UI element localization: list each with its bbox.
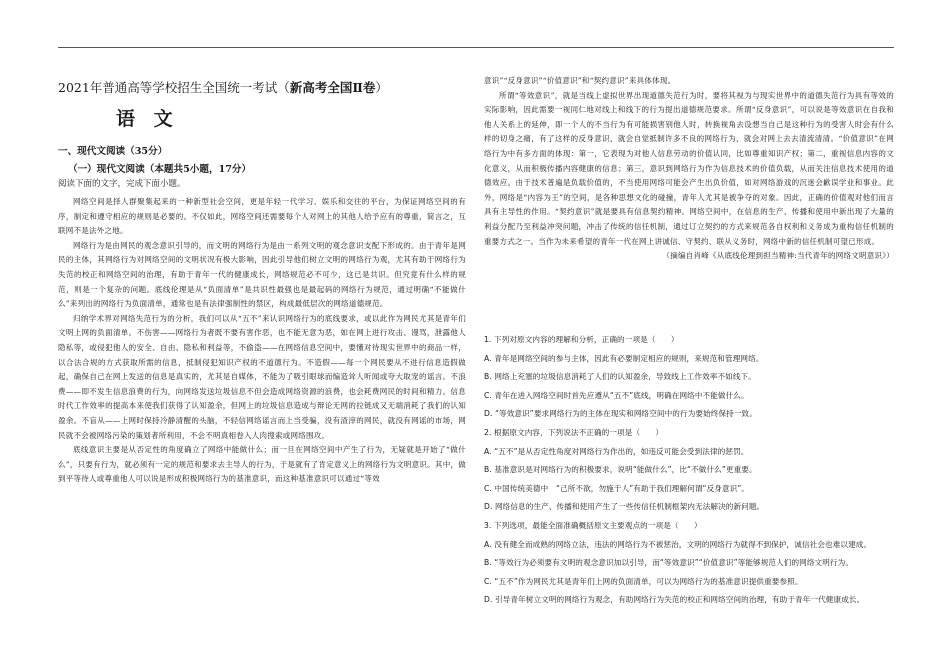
article-paragraph: 网络空间是择人群聚集起来的一种新型社会空间，更是年轻一代学习、娱乐和交往的平台，为保证网络空间的有序，制定和遵守相应的规则是必要的。不仅如此，网络空间还需要每个人对网上的其他人给予应有的尊重，简言之，互联网不是法外之地。 xyxy=(58,197,466,236)
question-option: A. “五不”是从否定性角度对网络行为作出的，如违反可能会受到法律的惩罚。 xyxy=(484,446,749,456)
question-option: D. 网络信息的生产、传播和使用产生了一些传信任机制框架内无法解决的新问题。 xyxy=(484,502,765,512)
section-subheading: （一）现代文阅读（本题共5小题，17分） xyxy=(68,164,252,175)
article-paragraph: 底线意识主要是从否定性的角度确立了网络中能做什么；而一旦在网络空间中产生了行为，无疑就是开始了“做什么”，只要有行为，就必须有一定的规范和要求去主导人的行为，于是就有了肯定意义上的网络行为文明意识。其中，做到平等待人或尊重他人可以说是形成积极网络行为的基准意识，而这种基准意识可以通过“等效 xyxy=(58,445,466,484)
subject-title: 语 文 xyxy=(116,108,179,130)
question-option: C. 中国传统美德中 “己所不欲，勿施于人”有助于我们理解何谓“反身意识”。 xyxy=(484,483,750,493)
article-paragraph: 所谓“等效意识”，就是当线上虚拟世界出现道德失范行为时，要将其视为与现实世界中的道德失范行为具有等效的实际影响，因此需要一视同仁地对线上和线下的行为提出道德规范要求。所谓“反身意识”，可以说是等效意识在自我和他人关系上的延伸，即一个人的不当行为有可能损害别他人时，转换视角去设想当自己是这种行为的受害人时会有什么样的切身之痛，有了这样的反身意识，就会自觉抵制许多不良的网络行为，就会对网上去去清流清清。“价值意识”在网络行为中有多方面的体现：第一，它表现为对他人信息劳动的价值认同，比如尊重知识产权；第二，重视信息内容的文化意义，从而积极传播内容健康的信息；第三，意识到网络行为作为信息技术的价值负载，从而关注信息技术使用的道德效应。由于技术普遍是负载价值的，不当使用网络可能会产生出负价值，如对网络游戏的沉迷会歉误学业和事业。此外，网络是“内容为王”的空间，是各种思想文化的碰撞，青年人尤其是被争夺的对象。因此，正确的价值观对他们而言具有主导性的作用。“契约意识”就是要具有信息契约精神。网络空间中，在信息的生产、传播和使用中新出现了大量的利益分配乃至利益冲突问题，冲击了传统的信任机制，通过订立契约的方式来规范各自权利和义务成为重构信任机制的重要方式之一。当作为未来希望的青年一代在网上讲诚信、守契约、联从义务时，网络中新的信任机制可望已形成。 xyxy=(484,90,894,246)
question-option: D. “等效意识”要求网络行为的主体在现实和网络空间中的行为要始终保持一致。 xyxy=(484,409,757,419)
article-paragraph: 归纳学术界对网络失范行为的分析，我们可以从“五不”来认识网络行为的底线要求，或以此作为网民尤其是青年们文明上网的负面清单。不伤害——网络行为者既不要有害作恶，也不能无意为恶，如在网上进行攻击、谩骂，泄露他人隐私等，或侵犯他人的安全、自由、隐私和利益等，不偷盗——在网络信息空间中，要懂对待现实世界中的商品一样，以合法合规的方式获取所需的信息，抵制侵犯知识产权的不道德行为。不造假——每一个网民要从不进行信息造假做起，确保自己在网上发送的信息是真实的，尤其是自媒体，不能为了吸引眼球而编造耸人听闻或夸大取宠的谣言。不浪费——即不发生信息浪费的行为，向网络发送垃圾信息不但会造成网络资源的浪费，也会耗费网民的时间和精力。信息时代工作效率的提高本来使我们获得了认知盈余，但网上的垃圾信息造成与辩论无网的拉链成又无端消耗了我们的认知盈余。不盲从——上网时保持冷静清醒的头脑，不轻信网络谣言而上当受骗，没有渣滓的网民，就没有网谣的市场，网民就不会被网络污染的策划者所利用，不会不明真相卷入人肉搜索或网络围攻。 xyxy=(58,313,466,440)
question-option: A. 没有健全而成熟的网络立法，违法的网络行为不被惩治，文明的网络行为就得不到保护，诚信社会也难以建成。 xyxy=(484,539,872,549)
article-right-column xyxy=(484,74,894,264)
question-stem: 1. 下列对原文内容的理解和分析，正确的一项是（ ） xyxy=(484,335,679,344)
question-stem: 3. 下列选项，最能全面准确概括原文主要观点的一项是（ ） xyxy=(484,520,702,530)
reading-instruction: 阅读下面的文字，完成下面小题。 xyxy=(58,179,186,189)
header-rule xyxy=(58,47,894,48)
exam-title: 2021年普通高等学校招生全国统一考试（新高考全国Ⅱ卷） xyxy=(58,80,388,95)
question-option: C. 青年在进入网络空间时首先应遵从“五不”底线，明确在网络中不能做什么。 xyxy=(484,390,749,400)
question-option: B. “等效行为必须要有文明的观念意识加以引导，而“等效意识”“价值意识”等能够规范人们的网络文明行为。 xyxy=(484,558,854,568)
question-option: C. “五不”作为网民尤其是青年们上网的负面清单，可以为网络行为的基准意识提供重要参照。 xyxy=(484,576,803,586)
article-paragraph: 网络行为是由网民的观念意识引导的，而文明的网络行为是由一系列文明的观念意识支配下形成的。由于青年是网民的主体，其网络行为对网络空间的文明状况有极大影响，因此引导他们树立文明的网络行为观，尤其有助于网络行为失范的校正和网络空间的治理，有助于青年一代的健康成长，网络规范必不可少，这已是共识。但究竟有什么样的规范，则是一个复杂的问题。底线伦理是从“负面清单”是共识性最强也是最起码的网络行为规范，通过明确“不能做什么”来列出的网络行为负面清单，通常也是有法律强制性的禁区，构成最低层次的网络道德规范。 xyxy=(58,240,466,309)
question-option: D. 引导青年树立文明的网络行为观念，有助网络行为失范的校正和网络空间的治理，有助于青年一代健康成长。 xyxy=(484,595,865,605)
article-citation: （摘编自肖峰《从底线伦理到担当精神:当代青年的网络文明意识》） xyxy=(662,251,894,261)
question-option: B. 网络上充塞的垃圾信息消耗了人们的认知盈余，导致线上工作效率不如线下。 xyxy=(484,372,756,382)
article-left-column xyxy=(58,195,466,487)
article-paragraph-continued: 意识”“反身意识”“价值意识”和“契约意识”来具体体现。 xyxy=(484,76,676,85)
question-option: A. 青年是网络空间的参与主体，因此有必要制定相应的规则，来规范和管理网络。 xyxy=(484,353,764,363)
question-stem: 2. 根据原文内容，下列说法不正确的一项是（ ） xyxy=(484,427,664,437)
section-heading: 一、现代文阅读（35分） xyxy=(58,146,168,157)
question-option: B. 基准意识是对网络行为的积极要求，说明“能做什么”，比“不做什么”更重要。 xyxy=(484,465,757,475)
question-list xyxy=(484,331,896,610)
